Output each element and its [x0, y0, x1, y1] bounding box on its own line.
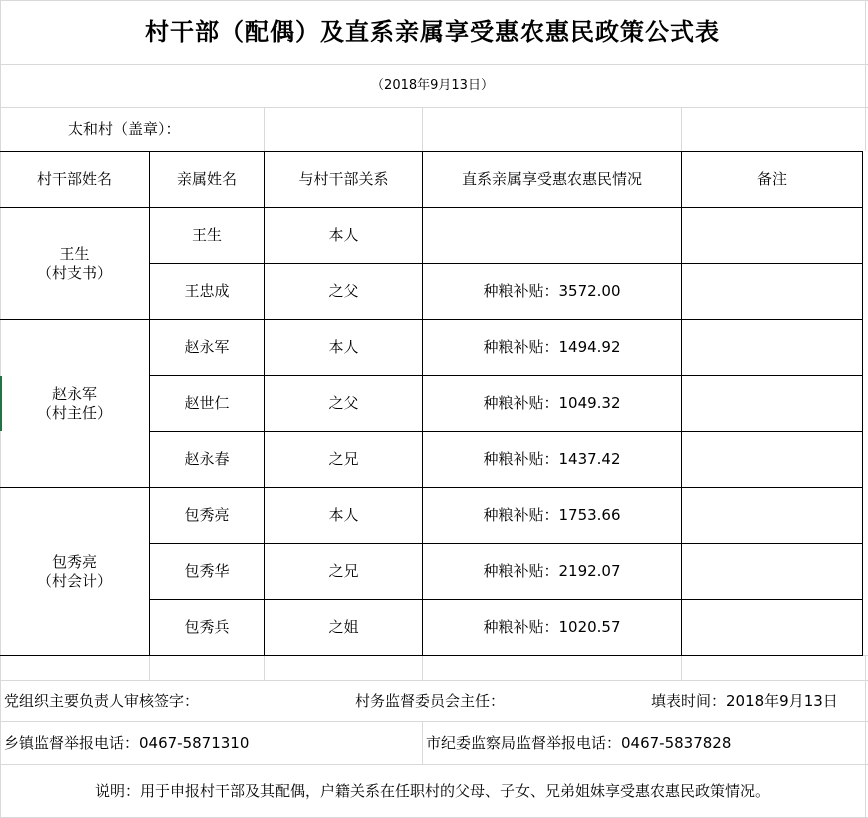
relative-name-cell: 赵永军 — [184, 338, 230, 356]
benefit-cell: 种粮补贴：3572.00 — [483, 282, 621, 300]
grid-line — [422, 107, 423, 151]
party-sign-label: 党组织主要负责人审核签字： — [4, 691, 200, 710]
relative-name-cell: 包秀亮 — [184, 506, 230, 524]
relative-name-cell: 赵永春 — [184, 450, 230, 468]
cadre-group — [0, 488, 149, 655]
supervision-director-label: 村务监督委员会主任： — [355, 691, 506, 710]
cadre-name: 赵永军 — [51, 384, 97, 403]
fill-time-label: 填表时间：2018年9月13日 — [651, 691, 838, 710]
grid-line — [865, 655, 866, 818]
header-cadre-name: 村干部姓名 — [36, 170, 112, 188]
cadre-name: 王生 — [59, 244, 90, 263]
cadre-title: （村主任） — [36, 403, 112, 422]
grid-line — [422, 655, 423, 680]
benefit-cell: 种粮补贴：1494.92 — [483, 338, 621, 356]
relation-cell: 之兄 — [328, 450, 359, 468]
report-date: （2018年9月13日） — [371, 78, 494, 93]
cadre-title: （村支书） — [36, 263, 112, 282]
grid-line — [264, 107, 265, 151]
grid-line — [422, 721, 423, 764]
header-note: 备注 — [756, 170, 787, 188]
cadre-title: （村会计） — [36, 571, 112, 590]
benefit-cell: 种粮补贴：1753.66 — [483, 506, 621, 524]
explanation-note: 说明：用于申报村干部及其配偶，户籍关系在任职村的父母、子女、兄弟姐妹享受惠农惠民政策情况。 — [94, 781, 770, 800]
cadre-name: 包秀亮 — [51, 552, 97, 571]
cadre-group — [0, 320, 149, 487]
relation-cell: 本人 — [328, 506, 359, 524]
relative-name-cell: 包秀兵 — [184, 618, 230, 636]
header-relative-name: 亲属姓名 — [176, 170, 237, 188]
grid-line — [149, 655, 150, 680]
grid-line — [681, 107, 682, 151]
grid-line — [865, 0, 866, 151]
table-border — [0, 655, 863, 656]
city-hotline: 市纪委监察局监督举报电话：0467-5837828 — [426, 733, 732, 752]
benefit-cell: 种粮补贴：1020.57 — [483, 618, 621, 636]
relation-cell: 之姐 — [328, 618, 359, 636]
benefit-cell: 种粮补贴：1049.32 — [483, 394, 621, 412]
benefit-cell: 种粮补贴：2192.07 — [483, 562, 621, 580]
relative-name-cell: 包秀华 — [184, 562, 230, 580]
cadre-group — [0, 208, 149, 319]
grid-line — [681, 655, 682, 680]
town-hotline: 乡镇监督举报电话：0467-5871310 — [4, 733, 250, 752]
table-border — [862, 151, 863, 656]
relative-name-cell: 王生 — [191, 226, 222, 244]
relation-cell: 之父 — [328, 394, 359, 412]
relation-cell: 之父 — [328, 282, 359, 300]
village-stamp-label: 太和村（盖章）： — [68, 119, 181, 138]
relation-cell: 本人 — [328, 226, 359, 244]
table-border — [681, 151, 682, 655]
grid-line — [264, 655, 265, 680]
header-relation: 与村干部关系 — [298, 170, 389, 188]
benefit-cell — [423, 208, 681, 263]
relation-cell: 之兄 — [328, 562, 359, 580]
relative-name-cell: 赵世仁 — [184, 394, 230, 412]
relative-name-cell: 王忠成 — [184, 282, 230, 300]
relation-cell: 本人 — [328, 338, 359, 356]
page-title: 村干部（配偶）及直系亲属享受惠农惠民政策公式表 — [145, 17, 720, 46]
benefit-cell: 种粮补贴：1437.42 — [483, 450, 621, 468]
header-benefit: 直系亲属享受惠农惠民情况 — [461, 170, 642, 188]
